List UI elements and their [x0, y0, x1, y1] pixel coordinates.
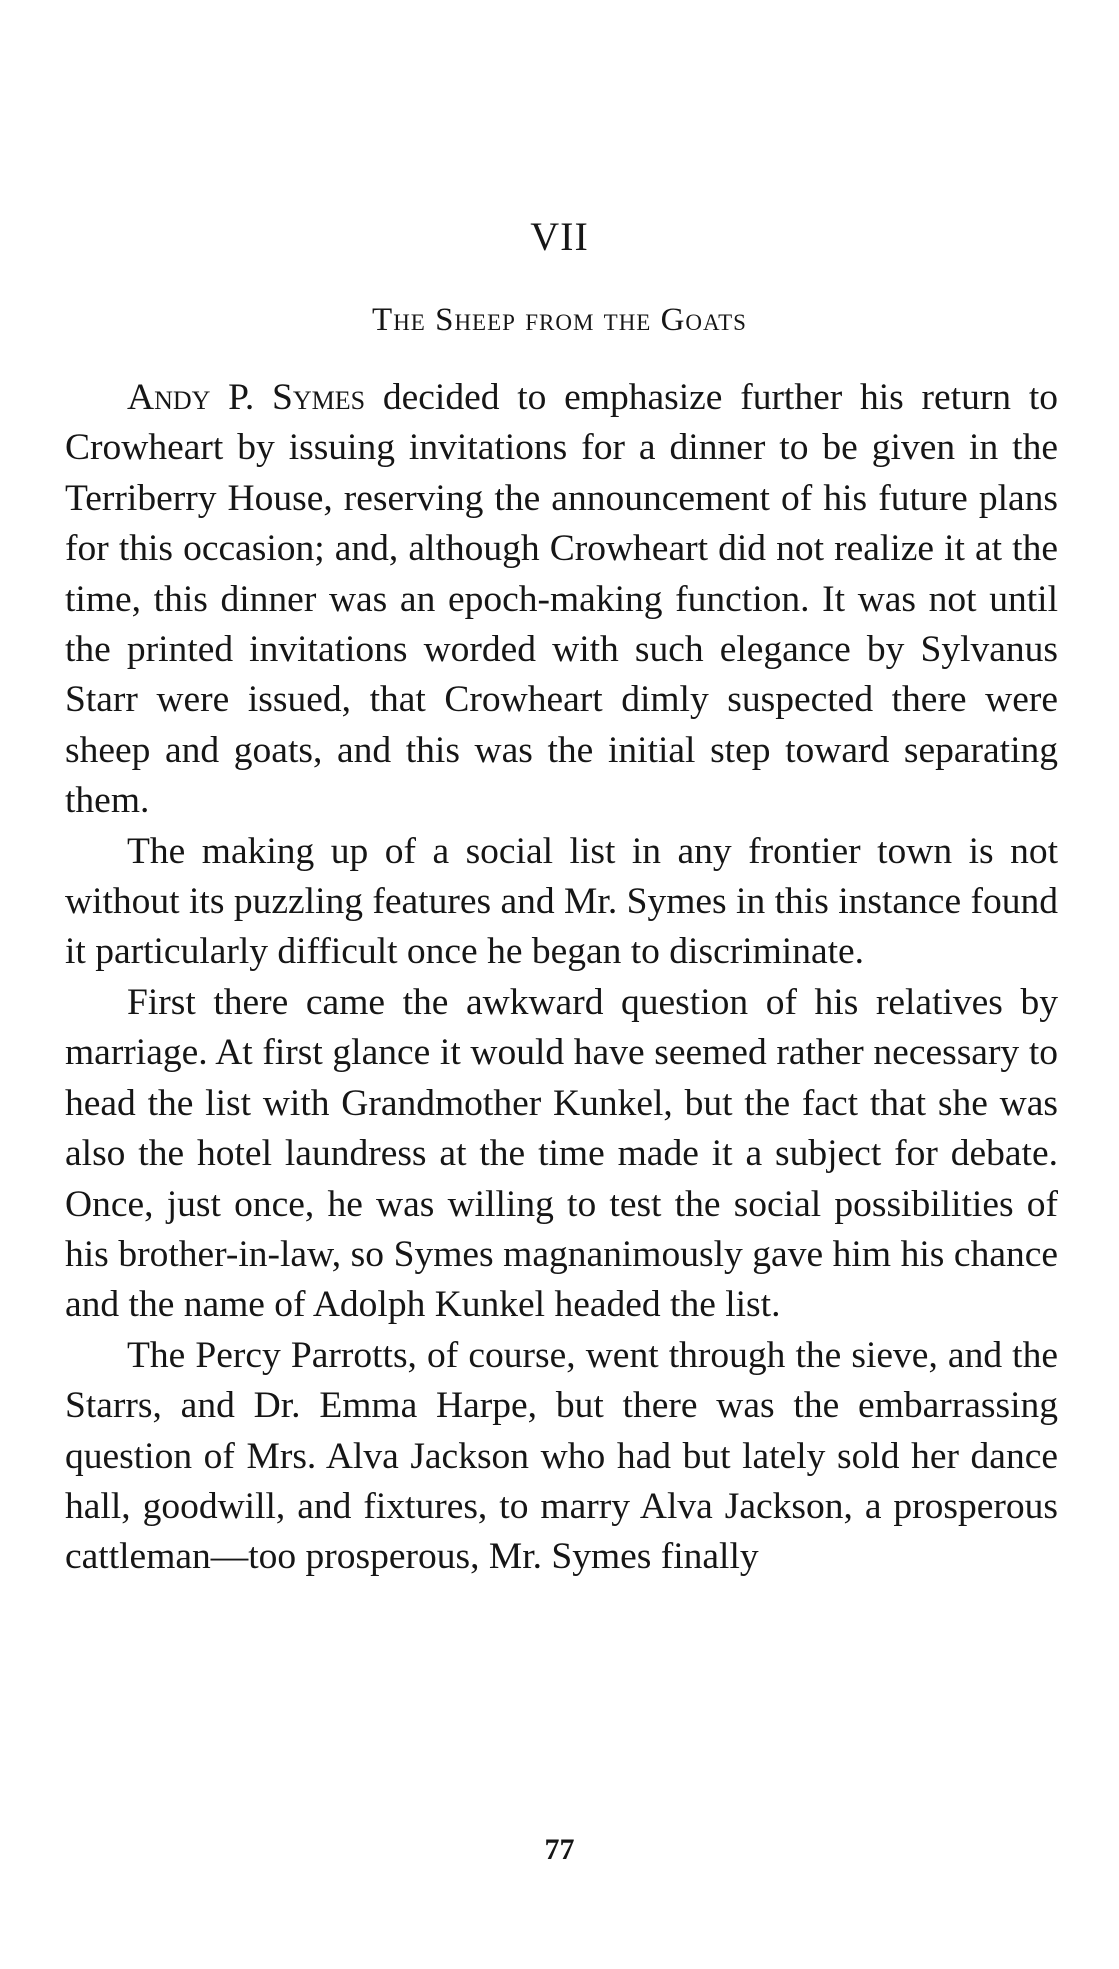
paragraph-2: The making up of a social list in any frontier town is not without its puzzling features and Mr. Symes in this instance found it particularly difficult once he began to discriminate.	[65, 830, 1058, 973]
page-number: 77	[544, 1833, 575, 1866]
paragraph-1	[65, 373, 1058, 827]
chapter-title: The Sheep from the Goats	[372, 302, 747, 338]
paragraph-1-text: decided to emphasize further his return to Crowheart by issuing invitations for a dinner to be given in the Terriberry House, reserving the announcement of his future plans for this occasion; and, although Crowheart did not realize it at the time, this dinner was an epoch-making function. It was not until the printed invitations worded with such elegance by Sylvanus Starr were issued, that Crowheart dimly suspected there were sheep and goats, and this was the initial step toward separating them.	[65, 377, 1058, 822]
paragraph-lead-name: Andy P. Symes	[127, 377, 366, 418]
paragraph-4: The Percy Parrotts, of course, went through the sieve, and the Starrs, and Dr. Emma Harpe, but there was the embarrassing question of Mrs. Alva Jackson who had but lately sold her dance hall, goodwill, and fixtures, to marry Alva Jackson, a prosperous cattleman—too prosperous, Mr. Symes finally	[65, 1334, 1058, 1578]
body-text	[65, 373, 1058, 1583]
paragraph-3: First there came the awkward question of his relatives by marriage. At first glance it would have seemed rather necessary to head the list with Grandmother Kunkel, but the fact that she was also the hotel laundress at the time made it a subject for debate. Once, just once, he was willing to test the social possibilities of his brother-in-law, so Symes magnanimously gave him his chance and the name of Adolph Kunkel headed the list.	[65, 981, 1058, 1326]
chapter-number: VII	[530, 214, 589, 259]
